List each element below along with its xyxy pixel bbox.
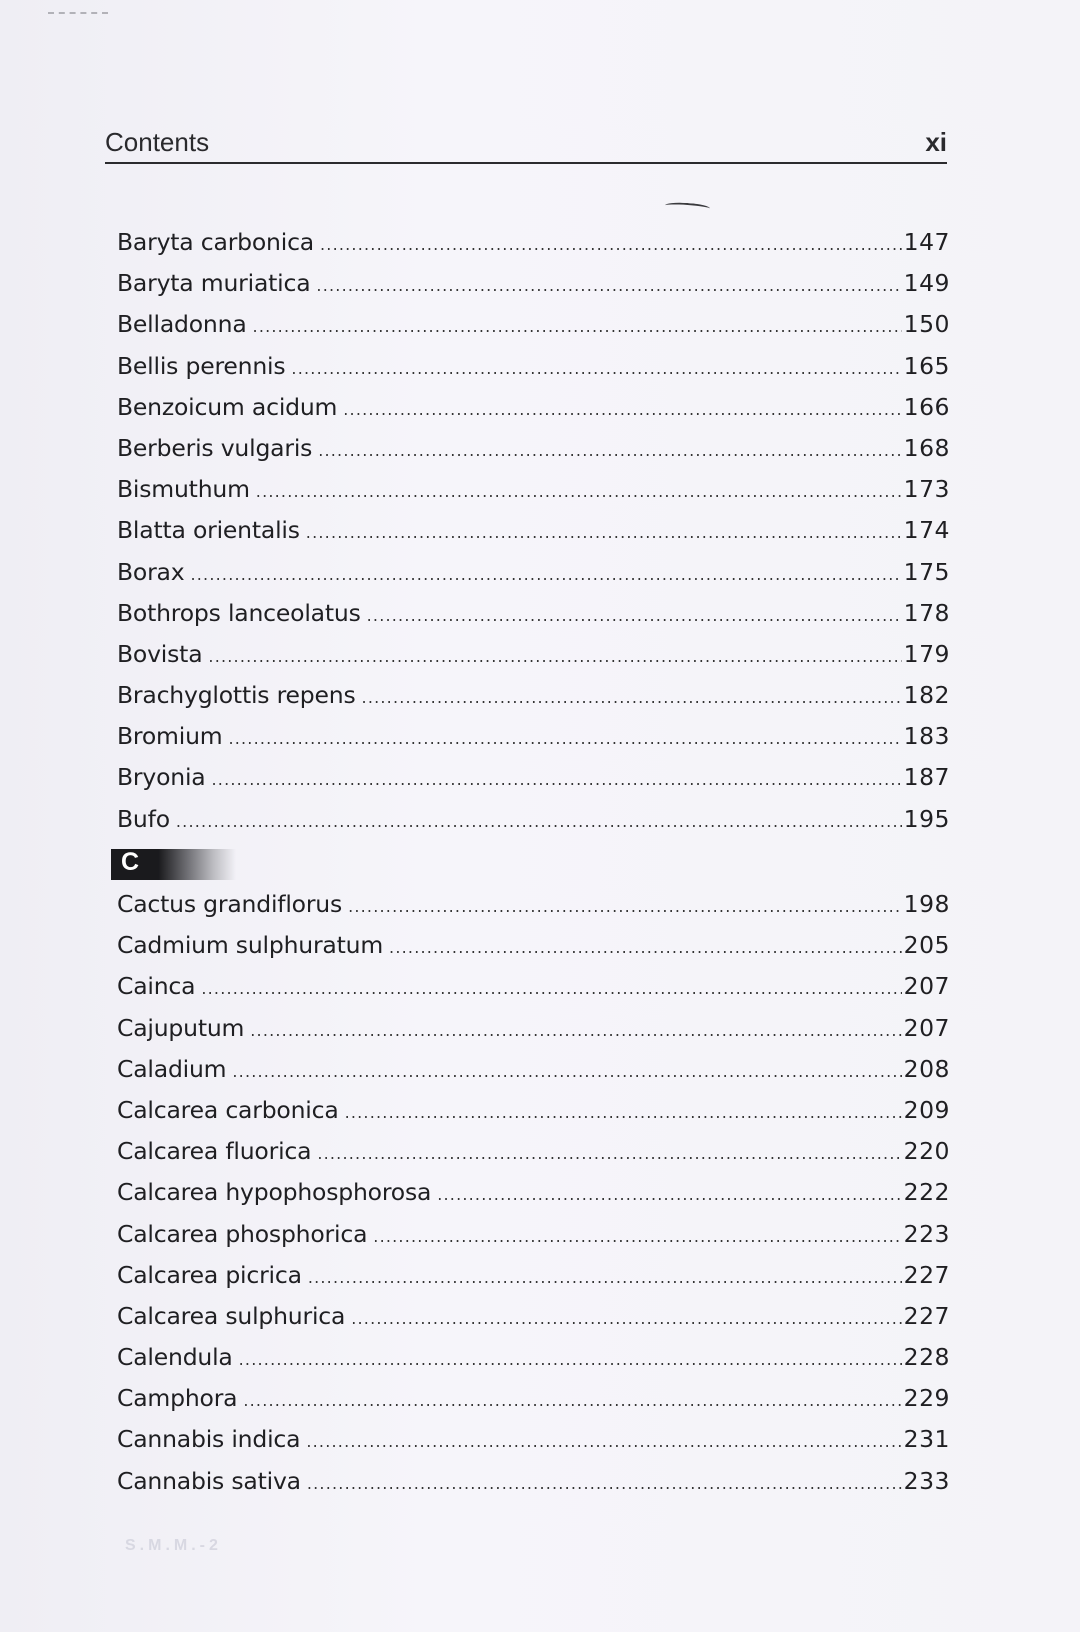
toc-entry[interactable] — [117, 1049, 950, 1090]
toc-entry[interactable] — [117, 346, 950, 387]
running-head — [105, 125, 947, 165]
toc-entry[interactable] — [117, 1461, 950, 1502]
toc-entry-name: Camphora — [117, 1384, 238, 1413]
toc-entry-name: Calendula — [117, 1343, 233, 1372]
dot-leader — [308, 1257, 902, 1298]
dot-leader — [437, 1174, 901, 1215]
toc-entry[interactable] — [117, 1214, 950, 1255]
toc-entry[interactable] — [117, 428, 950, 469]
toc-entry-page: 233 — [903, 1466, 950, 1495]
toc-entry-name: Calcarea sulphurica — [117, 1301, 346, 1330]
section-letter-band — [111, 849, 236, 880]
dot-leader — [201, 968, 901, 1009]
dot-leader — [250, 1010, 901, 1051]
toc-entry-name: Borax — [117, 557, 185, 586]
toc-entry-name: Baryta carbonica — [117, 228, 314, 256]
toc-entry-page: 175 — [903, 557, 950, 586]
toc-entry-name: Belladonna — [117, 310, 247, 339]
running-head-title: Contents — [105, 127, 210, 157]
dot-leader — [345, 1092, 902, 1133]
toc-entry-page: 220 — [903, 1137, 950, 1166]
toc-entry-name: Bothrops lanceolatus — [117, 598, 361, 627]
toc-entry[interactable] — [117, 1296, 950, 1337]
toc-entry-name: Blatta orientalis — [117, 516, 300, 545]
toc-entry[interactable] — [117, 263, 950, 304]
toc-entry-name: Calcarea hypophosphorosa — [117, 1178, 432, 1207]
dot-leader — [243, 1380, 901, 1421]
toc-entry[interactable] — [117, 1419, 950, 1460]
toc-entry-page: 208 — [903, 1054, 950, 1083]
dot-leader — [320, 224, 902, 265]
toc-entry-page: 198 — [903, 890, 950, 918]
toc-entry-name: Caladium — [117, 1054, 227, 1083]
toc-entry-page: 205 — [903, 931, 950, 960]
toc-entry[interactable] — [117, 1378, 950, 1419]
dot-leader — [232, 1051, 901, 1092]
dot-leader — [253, 306, 902, 347]
toc-entry[interactable] — [117, 1337, 950, 1378]
toc-entry[interactable] — [117, 304, 950, 345]
toc-entry[interactable] — [117, 387, 950, 428]
toc-entry-page: 227 — [903, 1301, 950, 1330]
dot-leader — [316, 265, 901, 306]
section-letter: C — [121, 848, 140, 876]
dot-leader — [343, 389, 901, 430]
dot-leader — [351, 1298, 901, 1339]
toc-entry-page: 150 — [903, 310, 950, 339]
toc-entry-name: Bufo — [117, 804, 170, 833]
toc-entry[interactable] — [117, 552, 950, 593]
toc-entry-name: Cadmium sulphuratum — [117, 931, 384, 960]
dot-leader — [228, 718, 901, 759]
toc-entry-name: Berberis vulgaris — [117, 433, 313, 462]
dot-leader — [348, 886, 902, 927]
toc-entry-page: 231 — [903, 1425, 950, 1454]
toc-entry-page: 174 — [903, 516, 950, 545]
toc-entry[interactable] — [117, 884, 950, 925]
toc-section-b — [117, 222, 950, 840]
header-rule — [105, 162, 947, 164]
dot-leader — [373, 1216, 901, 1257]
toc-entry-name: Baryta muriatica — [117, 269, 311, 298]
toc-entry[interactable] — [117, 1131, 950, 1172]
toc-entry-page: 222 — [903, 1178, 950, 1207]
toc-entry-name: Bovista — [117, 639, 203, 668]
dot-leader — [239, 1339, 902, 1380]
dot-leader — [176, 801, 902, 842]
toc-entry[interactable] — [117, 1008, 950, 1049]
dot-leader — [306, 512, 902, 553]
toc-entry-name: Calcarea carbonica — [117, 1095, 339, 1124]
toc-section-c — [117, 884, 950, 1502]
toc-entry-name: Benzoicum acidum — [117, 392, 338, 421]
toc-entry-page: 195 — [903, 804, 950, 833]
page-number-folio: xi — [925, 127, 947, 157]
dot-leader — [317, 1133, 901, 1174]
toc-entry-name: Bryonia — [117, 763, 206, 792]
toc-entry[interactable] — [117, 510, 950, 551]
toc-entry-page: 207 — [903, 1013, 950, 1042]
dot-leader — [367, 595, 902, 636]
toc-entry[interactable] — [117, 966, 950, 1007]
toc-entry-page: 179 — [903, 639, 950, 668]
dot-leader — [318, 430, 901, 471]
toc-entry[interactable] — [117, 634, 950, 675]
dot-leader — [190, 554, 901, 595]
toc-entry-page: 166 — [903, 392, 950, 421]
toc-entry[interactable] — [117, 1255, 950, 1296]
toc-entry-page: 183 — [903, 722, 950, 751]
toc-entry-name: Calcarea picrica — [117, 1260, 302, 1289]
toc-entry-page: 229 — [903, 1384, 950, 1413]
dot-leader — [256, 471, 902, 512]
toc-entry-name: Brachyglottis repens — [117, 681, 356, 710]
toc-entry-name: Cactus grandiflorus — [117, 890, 343, 918]
toc-entry-page: 209 — [903, 1095, 950, 1124]
toc-entry-page: 223 — [903, 1219, 950, 1248]
toc-entry-name: Bismuthum — [117, 475, 250, 504]
toc-entry-page: 173 — [903, 475, 950, 504]
dot-leader — [362, 677, 902, 718]
toc-entry-page: 187 — [903, 763, 950, 792]
toc-entry-name: Bellis perennis — [117, 351, 286, 380]
toc-entry-page: 168 — [903, 433, 950, 462]
toc-entry-page: 228 — [903, 1343, 950, 1372]
toc-entry-page: 227 — [903, 1260, 950, 1289]
toc-entry-page: 207 — [903, 972, 950, 1001]
toc-entry[interactable] — [117, 925, 950, 966]
dot-leader — [389, 927, 902, 968]
toc-entry[interactable] — [117, 1090, 950, 1131]
dot-leader — [208, 636, 901, 677]
printer-signature-mark: S.M.M.-2 — [125, 1537, 222, 1554]
toc-entry-name: Calcarea phosphorica — [117, 1219, 368, 1248]
toc-entry-page: 165 — [903, 351, 950, 380]
toc-entry[interactable] — [117, 593, 950, 634]
dot-leader — [306, 1421, 901, 1462]
dot-leader — [291, 348, 901, 389]
toc-entry-page: 182 — [903, 681, 950, 710]
toc-entry[interactable] — [117, 469, 950, 510]
toc-entry-name: Cannabis sativa — [117, 1466, 301, 1495]
toc-entry[interactable] — [117, 757, 950, 798]
toc-entry-name: Calcarea fluorica — [117, 1137, 312, 1166]
toc-entry[interactable] — [117, 716, 950, 757]
toc-entry-name: Cannabis indica — [117, 1425, 301, 1454]
toc-entry-name: Bromium — [117, 722, 223, 751]
dot-leader — [307, 1463, 902, 1504]
toc-entry-name: Cajuputum — [117, 1013, 245, 1042]
toc-entry-page: 147 — [903, 228, 950, 256]
scan-artifact-mark — [48, 12, 108, 16]
toc-entry[interactable] — [117, 675, 950, 716]
toc-entry[interactable] — [117, 799, 950, 840]
toc-entry[interactable] — [117, 222, 950, 263]
toc-entry-name: Cainca — [117, 972, 196, 1001]
toc-entry[interactable] — [117, 1172, 950, 1213]
toc-entry-page: 178 — [903, 598, 950, 627]
toc-entry-page: 149 — [903, 269, 950, 298]
dot-leader — [212, 759, 902, 800]
